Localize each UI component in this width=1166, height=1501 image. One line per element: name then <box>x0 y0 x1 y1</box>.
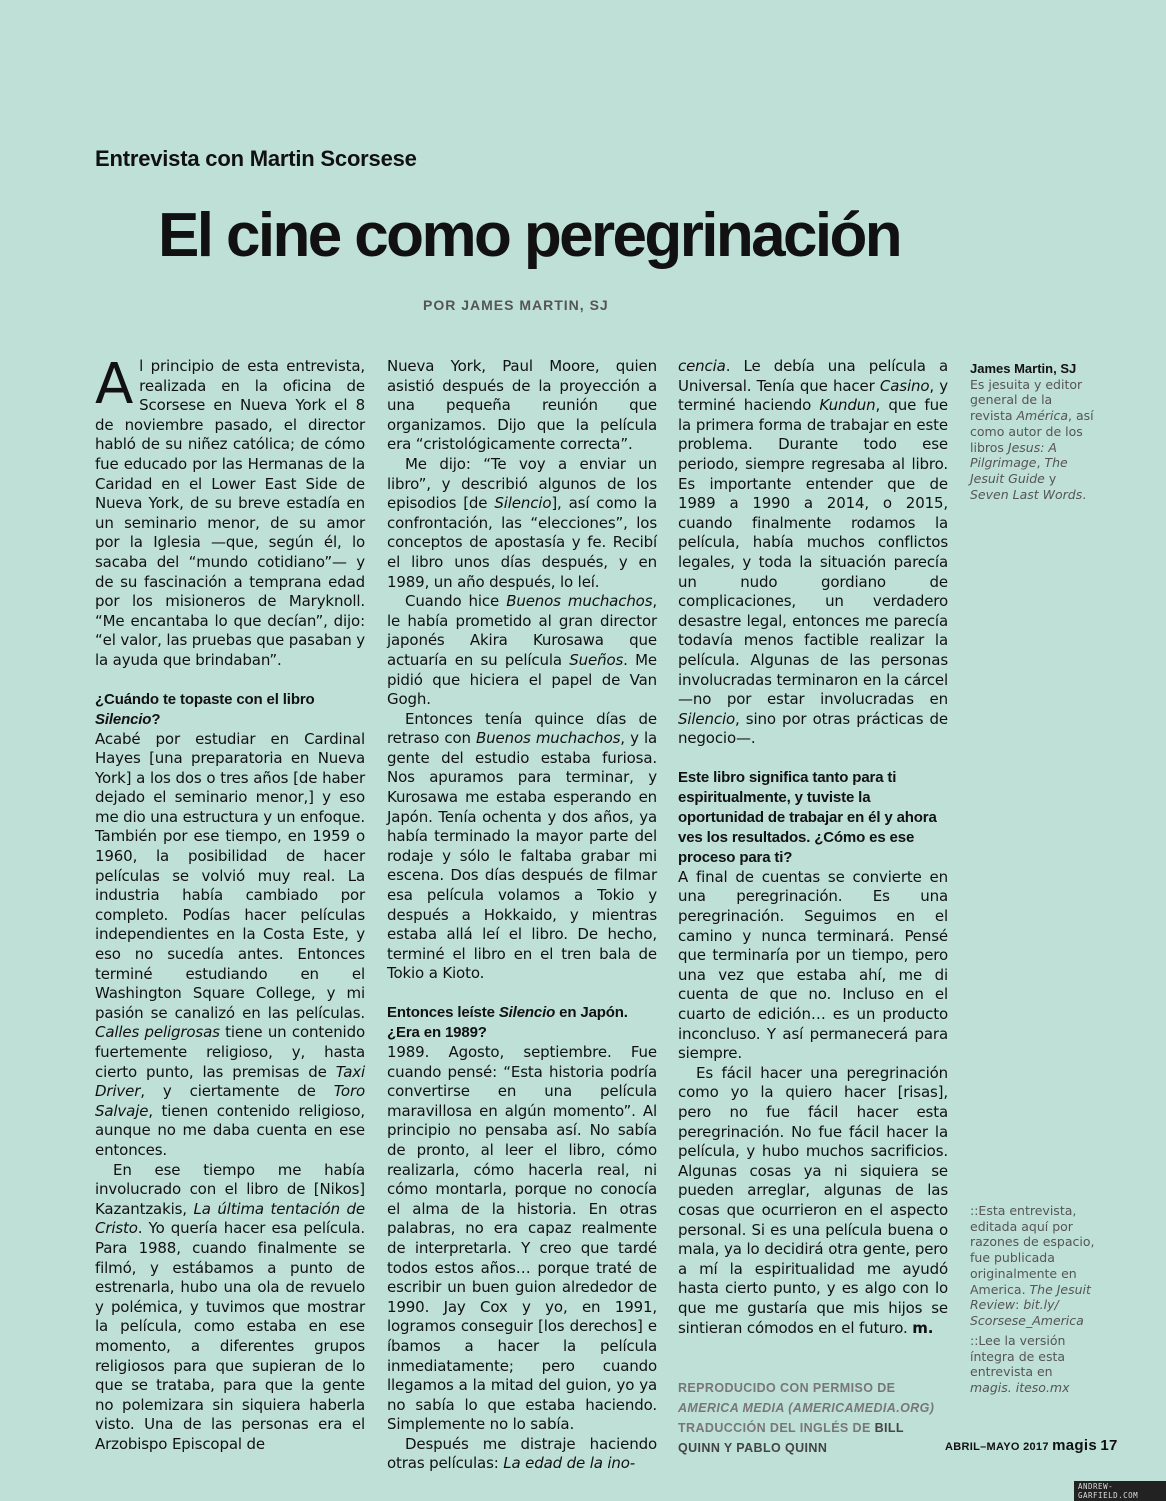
answer-2-paragraph: 1989. Agosto, septiembre. Fue cuando pensé: “Esta historia podría convertirse en una película maravillosa en algún momento”. Al principio no pensaba así. No sabía de pronto, al leer el libro, cómo realizarla, cómo hacerla real, ni cómo montarla, porque no conocía el alma de la historia. En otras palabras, no era capaz realmente de interpretarla. Y creo que tardé todos estos años… porque traté de escribir un buen guion alrededor de 1990. Jay Cox y yo, en 1991, logramos conseguir [los derechos] e íbamos a hacer la película inmediatamente; pero cuando llegamos a la mitad del guion, yo ya no sabía lo que estaba haciendo. Simplemente no lo sabía. <box>387 1043 657 1434</box>
body-paragraph: Cuando hice Buenos muchachos, le había prometido al gran director japonés Akira Kurosawa que actuaría en su película Sueños. Me pidió que hiciera el papel de Van Gogh. <box>387 592 657 709</box>
intro-text: l principio de esta entrevista, realizada en la oficina de Scorsese en Nueva York el 8 de noviembre pasado, el director habló de su niñez católica; de cómo fue educado por las Hermanas de la Caridad en el Lower East Side de Nueva York, de su breve estadía en un seminario menor, de su amor por la Iglesia —que, según él, lo sacaba del “mundo cotidiano”— y de su fascinación a temprana edad por los misioneros de Maryknoll. “Me encantaba lo que decían”, dijo: “el valor, las pruebas que pasaban y la ayuda que brindaban”. <box>95 357 365 669</box>
magazine-name: magis <box>1052 1437 1097 1454</box>
body-paragraph: Me dijo: “Te voy a enviar un libro”, y describió algunos de los episodios [de Silencio], así como la confrontación, las “elecciones”, los conceptos de apostasía y fe. Recibí el libro unos días después, y en 1989, un año después, lo leí. <box>387 454 657 591</box>
question-1: ¿Cuándo te topaste con el libro Silencio? <box>95 690 315 728</box>
answer-1-paragraph-2: En ese tiempo me había involucrado con el libro de [Nikos] Kazantzakis, La última tentación de Cristo. Yo quería hacer esa película. Para 1988, cuando finalmente se filmó, y estábamos a punto de estrenarla, hubo una ola de revuelo y polémica, y tuvimos que mostrar la película, como estaba en ese momento, a diferentes grupos religiosos para que supieran de lo que se trataba, para que la gente no polemizara sin siquiera haberla visto. Una de las personas era el Arzobispo Episcopal de <box>95 1160 365 1453</box>
body-paragraph: Nueva York, Paul Moore, quien asistió después de la proyección a una pequeña reunión que organizamos. Dijo que la película era “cristológicamente correcta”. <box>387 357 657 454</box>
body-paragraph: Es fácil hacer una peregrinación como yo la quiero hacer [risas], pero no fue fácil hacer esta peregrinación. No fue fácil hacer la película, y hubo muchos sacrificios. Algunas cosas ya ni siquiera se pueden arreglar, algunas de las cosas que ocurrieron en el aspecto personal. Si es una película buena o mala, ya lo decidirá otra gente, pero a mí la espiritualidad me ayudó hasta cierto punto, y es algo con lo que me gustaría que mis hijos se sintieran cómodos en el futuro. m. <box>678 1063 948 1337</box>
question-2: Entonces leíste Silencio en Japón. ¿Era en 1989? <box>387 1004 628 1041</box>
page-number: 17 <box>1100 1437 1118 1454</box>
answer-1-paragraph: Acabé por estudiar en Cardinal Hayes [una preparatoria en Nueva York] a los dos o tres años [de haber dejado el seminario menor,] y eso me dio una estructura y un enfoque. También por ese tiempo, en 1959 o 1960, la posibilidad de hacer películas se volvió muy real. La industria había cambiado por completo. Podías hacer películas independientes en la Costa Este, y eso no sucedía antes. Entonces terminé estudiando en el Washington Square College, y mi pasión se canalizó en las películas. Calles peligrosas tiene un contenido fuertemente religioso, y, hasta cierto punto, las premisas de Taxi Driver, y ciertamente de Toro Salvaje, tienen contenido religioso, aunque no me daba cuenta en ese entonces. <box>95 729 365 1159</box>
drop-cap: A <box>95 352 134 417</box>
read-more-link[interactable]: iteso.mx <box>1015 1380 1070 1396</box>
end-mark: m. <box>912 1318 934 1337</box>
body-paragraph: cencia. Le debía una película a Universal. Tenía que hacer Casino, y terminé haciendo Kundun, que fue la primera forma de trabajar en este problema. Durante todo ese periodo, siempre regresaba al libro. Es importante entender que de 1989 a 1990 a 2014, o 2015, cuando finalmente rodamos la película, había muchos conflictos legales, y toda la situación parecía un nudo gordiano de complicaciones, un verdadero desastre legal, entonces me parecía todavía menos factible realizar la película. Algunas de las personas involucradas terminaron en la cárcel —no por estar involucradas en Silencio, sino por otras prácticas de negocio—. <box>678 357 949 748</box>
article-byline: POR JAMES MARTIN, SJ <box>423 297 609 313</box>
author-description: Es jesuita y editor general de la revista América, así como autor de los libros Jesus: A Pilgrimage, The Jesuit Guide y Seven Last Words. <box>970 376 1094 502</box>
source-note: ::Esta entrevista, editada aquí por razones de espacio, fue publicada originalmente en America. The Jesuit Review: bit.ly/ Scorsese_America <box>970 1203 1095 1328</box>
text-column-3 <box>678 357 948 1458</box>
author-name: James Martin, SJ <box>970 361 1077 376</box>
article-kicker: Entrevista con Martin Scorsese <box>95 146 417 171</box>
author-bio <box>970 361 1095 502</box>
text-column-1 <box>95 352 365 1454</box>
answer-3-paragraph: A final de cuentas se convierte en una peregrinación. Es una peregrinación. Seguimos en el camino y nunca terminará. Pensé que terminaría por un tiempo, pero una vez que estaba ahí, me di cuenta de que no. Incluso en el cuarto de edición… es un producto inconcluso. Y así permanecerá para siempre. <box>678 867 948 1063</box>
page-footer <box>945 1437 1118 1454</box>
intro-paragraph <box>95 352 365 671</box>
text-column-2 <box>387 357 657 1474</box>
watermark: ANDREW-GARFIELD.COM <box>1074 1481 1166 1501</box>
question-3: Este libro significa tanto para ti espiritualmente, y tuviste la oportunidad de trabajar en él y ahora ves los resultados. ¿Cómo es ese proceso para ti? <box>678 768 937 866</box>
body-paragraph: Después me distraje haciendo otras películas: La edad de la ino- <box>387 1434 657 1473</box>
body-paragraph: Entonces tenía quince días de retraso con Buenos muchachos, y la gente del estudio estaba furiosa. Nos apuramos para terminar, y Kurosawa me estaba esperando en Japón. Tenía ochenta y dos años, ya había terminado la mayor parte del rodaje y sólo le faltaba grabar mi escena. Dos días después de filmar esa película volamos a Tokio y después a Hokkaido, y mientras estaba allá leí el libro. De hecho, terminé el libro en el tren bala de Tokio a Kioto. <box>387 709 658 983</box>
issue-date: ABRIL–MAYO 2017 <box>945 1441 1049 1453</box>
article-title: El cine como peregrinación <box>158 201 901 270</box>
reprint-credits: REPRODUCIDO CON PERMISO DE AMERICA MEDIA (AMERICAMEDIA.ORG) TRADUCCIÓN DEL INGLÉS DE BILL QUINN Y PABLO QUINN <box>678 1381 935 1456</box>
source-link[interactable]: bit.ly/ Scorsese_America <box>970 1297 1084 1328</box>
read-more-note: ::Lee la versión íntegra de esta entrevista en magis. iteso.mx <box>970 1333 1070 1396</box>
